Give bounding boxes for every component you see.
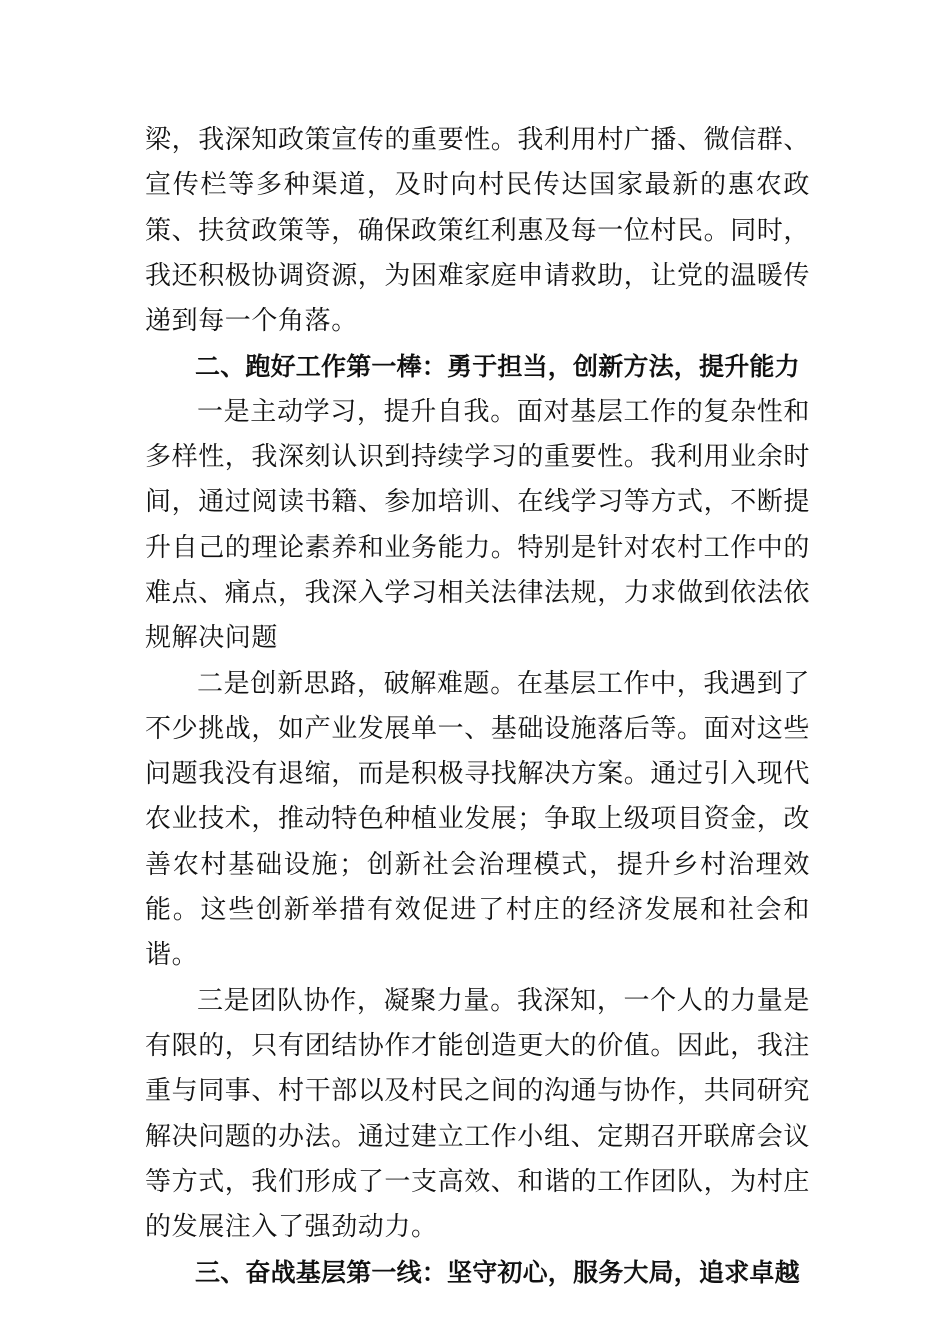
heading-text: 二、跑好工作第一棒：勇于担当，创新方法，提升能力 xyxy=(195,352,800,382)
paragraph-text: 面对基层工作的复杂性和多样性，我深刻认识到持续学习的重要性。我利用业余时间，通过阅读书籍、参加培训、在线学习等方式，不断提升自己的理论素养和业务能力。特别是针对农村工作中的难点、痛点，我深入学习相关法律法规，力求做到依法依规解决问题 xyxy=(145,396,811,654)
paragraph-lead: 三是团队协作，凝聚力量。 xyxy=(197,985,517,1016)
paragraph-text: 梁，我深知政策宣传的重要性。我利用村广播、微信群、宣传栏等多种渠道，及时向村民传达国家最新的惠农政策、扶贫政策等，确保政策红利惠及每一位村民。同时，我还积极协调资源，为困难家庭申请救助，让党的温暖传递到每一个角落。 xyxy=(145,125,811,337)
paragraph-lead: 一是主动学习，提升自我。 xyxy=(197,396,517,427)
paragraph-lead: 二是创新思路，破解难题。 xyxy=(197,668,517,699)
paragraph-text: 在基层工作中，我遇到了不少挑战，如产业发展单一、基础设施落后等。面对这些问题我没有退缩，而是积极寻找解决方案。通过引入现代农业技术，推动特色种植业发展；争取上级项目资金，改善农村基础设施；创新社会治理模式，提升乡村治理效能。这些创新举措有效促进了村庄的经济发展和社会和谐。 xyxy=(145,668,811,971)
document-body xyxy=(145,118,810,1296)
paragraph-text: 我深知，一个人的力量是有限的，只有团结协作才能创造更大的价值。因此，我注重与同事、村干部以及村民之间的沟通与协作，共同研究解决问题的办法。通过建立工作小组、定期召开联席会议等方式，我们形成了一支高效、和谐的工作团队，为村庄的发展注入了强劲动力。 xyxy=(145,985,811,1243)
paragraph-active-learning xyxy=(145,390,810,662)
paragraph-teamwork xyxy=(145,979,810,1251)
paragraph-innovative-thinking xyxy=(145,662,810,979)
section-heading-two xyxy=(145,344,810,389)
continued-paragraph xyxy=(145,118,810,344)
heading-text: 三、奋战基层第一线：坚守初心，服务大局，追求卓越 xyxy=(195,1258,800,1288)
section-heading-three xyxy=(145,1250,810,1295)
